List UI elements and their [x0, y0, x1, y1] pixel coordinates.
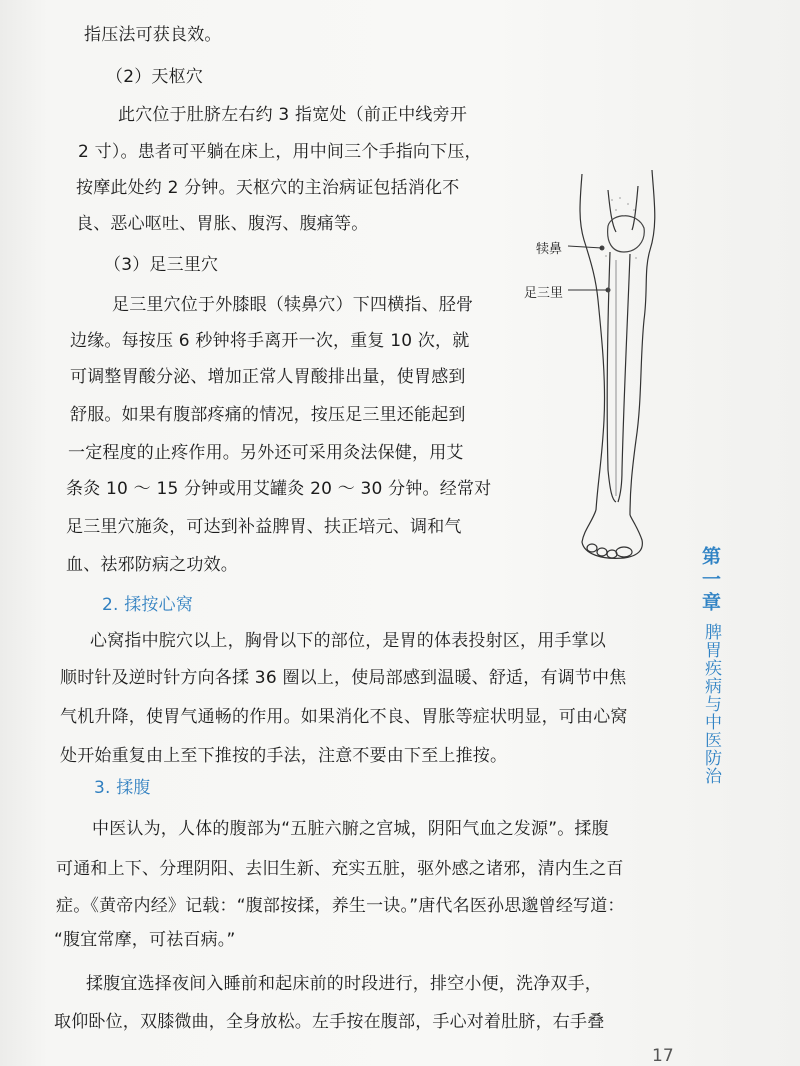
leg-acupoint-illustration — [512, 170, 662, 570]
text-line: 一定程度的止疼作用。另外还可采用灸法保健，用艾 — [68, 443, 464, 463]
text-line: “腹宜常摩，可祛百病。” — [54, 930, 236, 950]
text-line: 处开始重复由上至下推按的手法，注意不要由下至上推按。 — [60, 746, 508, 766]
text-line: 足三里穴施灸，可达到补益脾胃、扶正培元、调和气 — [66, 517, 462, 537]
text-line: 此穴位于肚脐左右约 3 指宽处（前正中线旁开 — [118, 105, 468, 125]
section-heading-roufu: 3. 揉腹 — [94, 778, 151, 798]
text-line: 舒服。如果有腹部疼痛的情况，按压足三里还能起到 — [70, 405, 466, 425]
page-number: 17 — [652, 1046, 674, 1066]
text-line: 可通和上下、分理阴阳、去旧生新、充实五脏，驱外感之诸邪，清内生之百 — [56, 859, 624, 879]
text-line: 心窝指中脘穴以上，胸骨以下的部位，是胃的体表投射区，用手掌以 — [90, 631, 606, 651]
text-line: 揉腹宜选择夜间入睡前和起床前的时段进行，排空小便，洗净双手， — [86, 974, 602, 994]
text-line: 可调整胃酸分泌、增加正常人胃酸排出量，使胃感到 — [70, 367, 466, 387]
text-line: 2 寸）。患者可平躺在床上，用中间三个手指向下压， — [78, 142, 482, 162]
subheading-zusanli: （3）足三里穴 — [104, 255, 219, 275]
text-line: 条灸 10 ～ 15 分钟或用艾罐灸 20 ～ 30 分钟。经常对 — [66, 479, 492, 499]
text-line: 取仰卧位，双膝微曲，全身放松。左手按在腹部，手心对着肚脐，右手叠 — [54, 1012, 605, 1032]
text-line: 血、祛邪防病之功效。 — [66, 555, 238, 575]
text-line: 中医认为，人体的腹部为“五脏六腑之宫城，阴阳气血之发源”。揉腹 — [92, 819, 609, 839]
subheading-tianshu: （2）天枢穴 — [106, 67, 204, 87]
label-dubi: 犊鼻 — [536, 242, 563, 257]
text-line: 气机升降，使胃气通畅的作用。如果消化不良、胃胀等症状明显，可由心窝 — [60, 707, 628, 727]
text-line: 足三里穴位于外膝眼（犊鼻穴）下四横指、胫骨 — [112, 295, 474, 315]
leg-drawing — [512, 170, 662, 570]
label-zusanli: 足三里 — [524, 286, 564, 301]
text-line: 边缘。每按压 6 秒钟将手离开一次，重复 10 次，就 — [70, 331, 470, 351]
chapter-title: 脾胃疾病与中医防治 — [701, 623, 721, 785]
text-line: 症。《黄帝内经》记载：“腹部按揉，养生一诀。”唐代名医孙思邈曾经写道： — [56, 896, 625, 916]
section-heading-rouan-xinwo: 2. 揉按心窝 — [102, 595, 194, 615]
text-line: 顺时针及逆时针方向各揉 36 圈以上，使局部感到温暖、舒适，有调节中焦 — [60, 668, 627, 688]
text-line: 良、恶心呕吐、胃胀、腹泻、腹痛等。 — [76, 214, 369, 234]
chapter-number: 第一章 — [699, 546, 721, 615]
text-line: 指压法可获良效。 — [84, 25, 222, 45]
text-line: 按摩此处约 2 分钟。天枢穴的主治病证包括消化不 — [76, 178, 460, 198]
